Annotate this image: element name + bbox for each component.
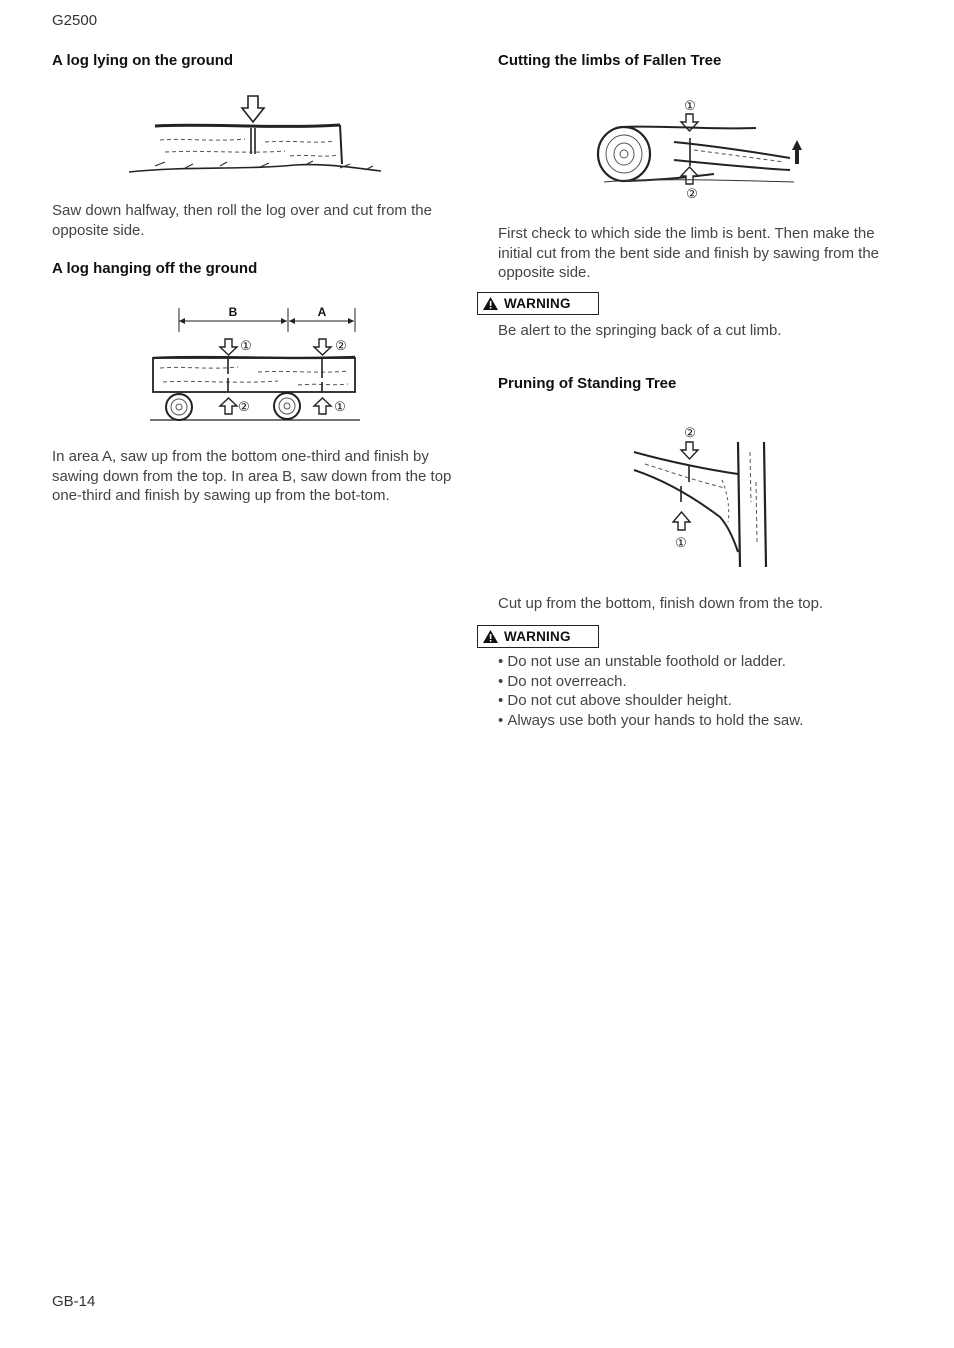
fallen-tree-instructions: First check to which side the limb is bent. Then make the initial cut from the bent side and finish by sawing from the opposite side. bbox=[498, 225, 880, 281]
marker-two-top: ② bbox=[335, 338, 347, 353]
section-heading-log-ground: A log lying on the ground bbox=[52, 52, 234, 69]
section-heading-standing-tree: Pruning of Standing Tree bbox=[498, 375, 677, 392]
safety-bullet-list bbox=[498, 652, 904, 730]
log-hanging-instructions: In area A, saw up from the bottom one-third and finish by sawing down from the top. In area B, saw down from the top one-third and finish by sawing up from the bot-tom. bbox=[52, 448, 452, 504]
warning-triangle-icon bbox=[482, 629, 499, 644]
marker-one-top: ① bbox=[240, 338, 252, 353]
section-heading-fallen-tree: Cutting the limbs of Fallen Tree bbox=[498, 52, 722, 69]
area-b-label: B bbox=[228, 305, 238, 319]
marker-two: ② bbox=[686, 186, 698, 201]
log-on-ground-illustration bbox=[125, 92, 385, 180]
list-item: • Do not use an unstable foothold or ladder. bbox=[498, 652, 904, 672]
model-number: G2500 bbox=[52, 12, 98, 29]
warning-text-label: WARNING bbox=[504, 296, 571, 311]
warning-text-label: WARNING bbox=[504, 629, 571, 644]
marker-one: ① bbox=[684, 98, 696, 113]
marker-one: ① bbox=[675, 535, 687, 550]
warning-label-2 bbox=[477, 625, 599, 648]
list-item: • Always use both your hands to hold the saw. bbox=[498, 711, 904, 731]
standing-tree-instructions: Cut up from the bottom, finish down from the top. bbox=[498, 595, 824, 612]
standing-tree-pruning-illustration bbox=[630, 422, 770, 570]
fallen-tree-limb-illustration bbox=[594, 94, 810, 204]
section-heading-log-hanging: A log hanging off the ground bbox=[52, 260, 258, 277]
warning-springback-text: Be alert to the springing back of a cut limb. bbox=[498, 322, 782, 339]
marker-one-bottom: ① bbox=[334, 399, 346, 414]
warning-triangle-icon bbox=[482, 296, 499, 311]
page-number: GB-14 bbox=[52, 1293, 96, 1310]
marker-two-bottom: ② bbox=[238, 399, 250, 414]
list-item: • Do not overreach. bbox=[498, 672, 904, 692]
marker-two: ② bbox=[684, 425, 696, 440]
list-item: • Do not cut above shoulder height. bbox=[498, 691, 904, 711]
warning-label-1 bbox=[477, 292, 599, 315]
log-hanging-illustration bbox=[148, 302, 363, 424]
area-a-label: A bbox=[317, 305, 327, 319]
log-ground-instructions: Saw down halfway, then roll the log over and cut from the opposite side. bbox=[52, 202, 432, 239]
